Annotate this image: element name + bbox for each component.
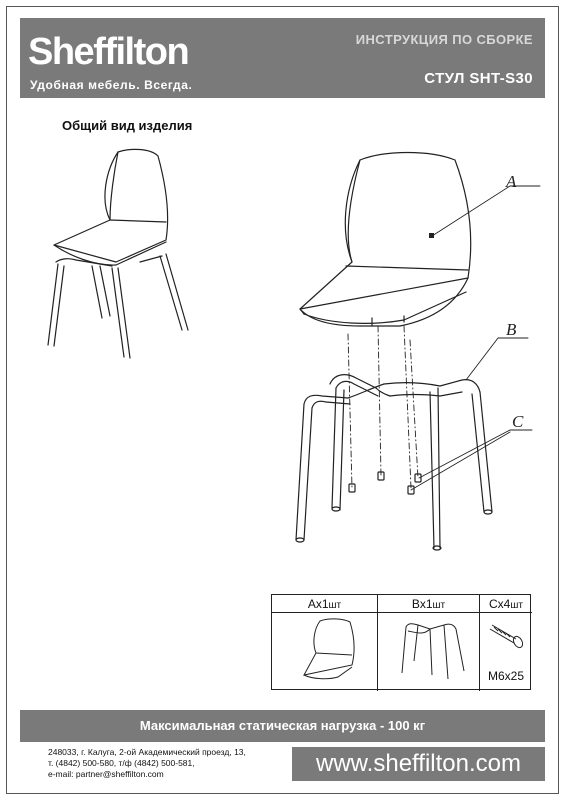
part-c-bolt-icon bbox=[480, 615, 532, 665]
parts-col-b bbox=[378, 595, 480, 691]
part-a-unit: шт bbox=[328, 600, 342, 611]
general-view-title: Общий вид изделия bbox=[62, 118, 193, 133]
max-load-bar: Максимальная статическая нагрузка - 100 кг bbox=[20, 710, 545, 742]
assembly-guide-lines bbox=[348, 326, 418, 488]
part-b-unit: шт bbox=[432, 600, 446, 611]
callout-label-b: B bbox=[506, 320, 517, 339]
part-a-seat-icon bbox=[272, 613, 378, 691]
parts-col-c bbox=[480, 595, 532, 691]
part-b-code: Bx1 bbox=[411, 597, 433, 611]
part-b-frame-icon bbox=[378, 613, 480, 691]
contact-line-3: e-mail: partner@sheffilton.com bbox=[48, 769, 164, 779]
parts-header-c bbox=[480, 595, 532, 613]
parts-table bbox=[271, 594, 531, 690]
brand-logo: Sheffilton bbox=[28, 31, 189, 73]
website-link[interactable]: www.sheffilton.com bbox=[292, 747, 545, 781]
product-name: СТУЛ SHT-S30 bbox=[424, 70, 533, 87]
callout-label-a: A bbox=[506, 172, 517, 191]
base-frame-drawing bbox=[296, 375, 492, 550]
parts-header-a bbox=[272, 595, 377, 613]
contact-address bbox=[48, 747, 246, 780]
brand-tagline: Удобная мебель. Всегда. bbox=[30, 78, 193, 92]
contact-line-1: 248033, г. Калуга, 2-ой Академический проезд, 13, bbox=[48, 747, 246, 757]
parts-col-a bbox=[272, 595, 378, 691]
general-view-chair-drawing bbox=[48, 149, 188, 358]
part-c-unit: шт bbox=[510, 600, 523, 611]
document-type: ИНСТРУКЦИЯ ПО СБОРКЕ bbox=[355, 32, 533, 47]
parts-header-b bbox=[378, 595, 479, 613]
part-c-code: Cx4 bbox=[489, 597, 511, 611]
seat-shell-drawing bbox=[300, 153, 471, 327]
part-c-size: M6x25 bbox=[487, 669, 525, 683]
callout-label-c: C bbox=[512, 412, 524, 431]
callout-leaders bbox=[411, 186, 540, 490]
part-a-code: Ax1 bbox=[307, 597, 329, 611]
bolts-drawing bbox=[349, 472, 421, 494]
contact-line-2: т. (4842) 500-580, т/ф (4842) 500-581, bbox=[48, 758, 195, 768]
